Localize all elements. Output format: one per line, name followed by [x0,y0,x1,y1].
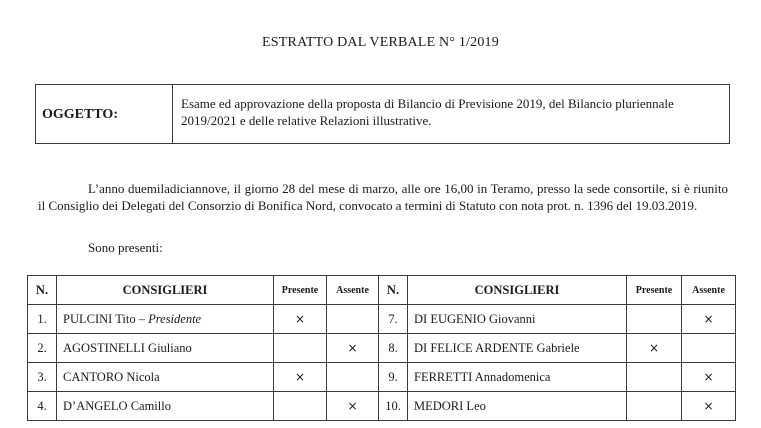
member-name: FERRETTI Annadomenica [408,363,627,392]
member-name: D’ANGELO Camillo [57,392,274,421]
presente-cell [274,334,327,363]
table-header-row [28,276,736,305]
table-row [28,363,736,392]
presente-cell: × [627,334,682,363]
row-number: 1. [28,305,57,334]
header-presente-left: Presente [274,276,327,305]
member-name: DI FELICE ARDENTE Gabriele [408,334,627,363]
member-role: – Presidente [138,311,202,326]
document-title: ESTRATTO DAL VERBALE N° 1/2019 [262,35,499,50]
header-n-right: N. [379,276,408,305]
row-number: 3. [28,363,57,392]
header-consiglieri-right: CONSIGLIERI [408,276,627,305]
member-name-text: PULCINI Tito [63,311,136,326]
row-number: 7. [379,305,408,334]
presente-cell [627,392,682,421]
assente-cell [327,305,379,334]
member-name: AGOSTINELLI Giuliano [57,334,274,363]
subject-box [35,84,730,144]
member-name: CANTORO Nicola [57,363,274,392]
table-row [28,334,736,363]
row-number: 9. [379,363,408,392]
minutes-paragraph: L’anno duemiladiciannove, il giorno 28 del mese di marzo, alle ore 16,00 in Teramo, presso la sede consortile, si è riunito il Consiglio dei Delegati del Consorzio di Bonifica Nord, convocato a termini di Statuto con nota prot. n. 1396 del 19.03.2019. [38,181,728,213]
attendance-table [27,275,736,421]
member-name: DI EUGENIO Giovanni [408,305,627,334]
present-intro: Sono presenti: [88,240,163,255]
assente-cell: × [327,334,379,363]
subject-text: Esame ed approvazione della proposta di Bilancio di Previsione 2019, del Bilancio pluriennale 2019/2021 e delle relative Relazioni illustrative. [181,96,674,128]
presente-cell: × [274,305,327,334]
header-presente-right: Presente [627,276,682,305]
header-n-left: N. [28,276,57,305]
assente-cell: × [682,392,736,421]
presente-cell [274,392,327,421]
row-number: 10. [379,392,408,421]
presente-cell [627,305,682,334]
table-row [28,392,736,421]
presente-cell [627,363,682,392]
header-assente-left: Assente [327,276,379,305]
member-name [57,305,274,334]
subject-label: OGGETTO: [36,85,173,143]
header-assente-right: Assente [682,276,736,305]
row-number: 2. [28,334,57,363]
presente-cell: × [274,363,327,392]
header-consiglieri-left: CONSIGLIERI [57,276,274,305]
assente-cell: × [682,363,736,392]
row-number: 4. [28,392,57,421]
assente-cell: × [682,305,736,334]
row-number: 8. [379,334,408,363]
assente-cell: × [327,392,379,421]
assente-cell [327,363,379,392]
member-name: MEDORI Leo [408,392,627,421]
assente-cell [682,334,736,363]
table-row [28,305,736,334]
